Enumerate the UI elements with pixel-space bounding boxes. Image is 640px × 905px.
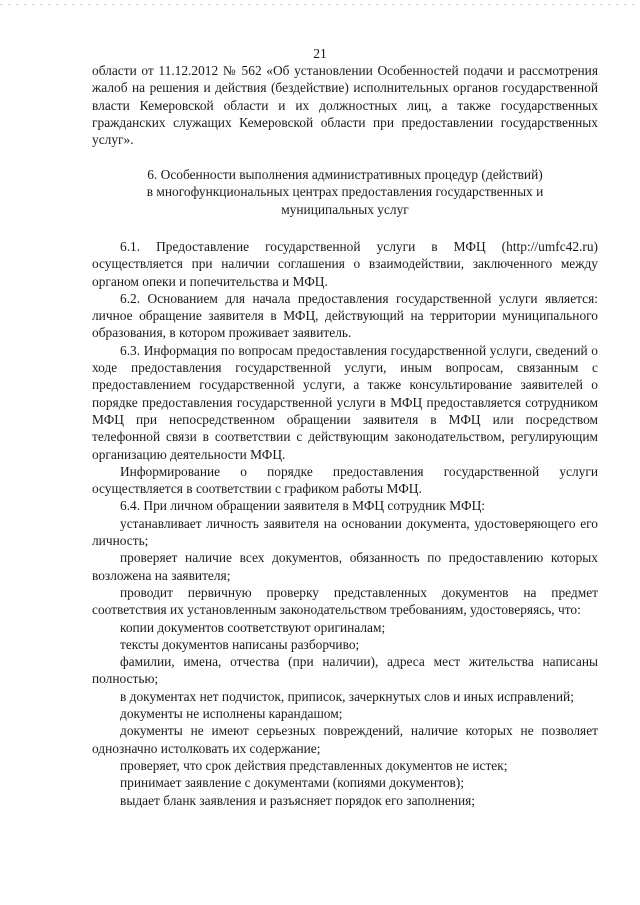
intro-paragraph: области от 11.12.2012 № 562 «Об установлении Особенностей подачи и рассмотрения жалоб на решения и действия (бездействие) исполнительных органов государственной власти Кемеровской области и их должностных лиц, а также государственных гражданских служащих Кемеровской области при предоставлении государственных услуг».	[92, 63, 598, 148]
list-item: проводит первичную проверку представленных документов на предмет соответствия их установленным законодательством требованиям, удостоверяясь, что:	[92, 584, 598, 618]
paragraph-6-4: 6.4. При личном обращении заявителя в МФЦ сотрудник МФЦ:	[120, 498, 485, 514]
page-number: 21	[313, 46, 327, 61]
section-body	[92, 238, 598, 809]
list-item: проверяет наличие всех документов, обязанность по предоставлению которых возложена на заявителя;	[92, 550, 598, 583]
paragraph-6-1: 6.1. Предоставление государственной услуги в МФЦ (http://umfc42.ru) осуществляется при наличии соглашения о взаимодействии, заключенного между органом опеки и попечительства и МФЦ.	[92, 239, 598, 289]
paragraph-6-3: 6.3. Информация по вопросам предоставления государственной услуги, сведений о ходе предоставления государственной услуги, иным вопросам, связанным с предоставлением государственной услуги, а также консультирование заявителей о порядке предоставления государственной услуги в МФЦ предоставляется сотрудником МФЦ при непосредственном обращении заявителя в МФЦ или посредством телефонной связи в соответствии с действующим законодательством, регулирующим организацию деятельности МФЦ.	[92, 342, 598, 462]
list-item: проверяет, что срок действия представленных документов не истек;	[120, 757, 508, 773]
section-heading-line-3: муниципальных услуг	[281, 201, 409, 217]
list-item: выдает бланк заявления и разъясняет порядок его заполнения;	[120, 792, 476, 808]
list-item: фамилии, имена, отчества (при наличии), адреса мест жительства написаны полностью;	[92, 654, 598, 687]
list-item: документы не имеют серьезных повреждений, наличие которых не позволяет однозначно истолковать их содержание;	[92, 723, 598, 756]
section-heading-line-2: в многофункциональных центрах предоставления государственных и	[146, 184, 544, 200]
section-heading	[92, 166, 598, 218]
list-item: тексты документов написаны разборчиво;	[120, 636, 360, 652]
paragraph-informing: Информирование о порядке предоставления государственной услуги осуществляется в соответствии с графиком работы МФЦ.	[92, 463, 598, 497]
list-item: принимает заявление с документами (копиями документов);	[120, 775, 465, 791]
intro-block	[92, 62, 598, 148]
paragraph-6-2: 6.2. Основанием для начала предоставления государственной услуги является: личное обращение заявителя в МФЦ, действующий на территории муниципального образования, в котором проживает заявитель.	[92, 290, 598, 341]
list-item: в документах нет подчисток, приписок, зачеркнутых слов и иных исправлений;	[120, 688, 574, 704]
section-heading-line-1: 6. Особенности выполнения административных процедур (действий)	[147, 167, 543, 182]
list-item: документы не исполнены карандашом;	[120, 706, 343, 722]
scan-edge-artifact	[0, 4, 640, 5]
list-item: копии документов соответствуют оригиналам;	[120, 619, 386, 635]
list-item: устанавливает личность заявителя на основании документа, удостоверяющего его личность;	[92, 515, 598, 549]
